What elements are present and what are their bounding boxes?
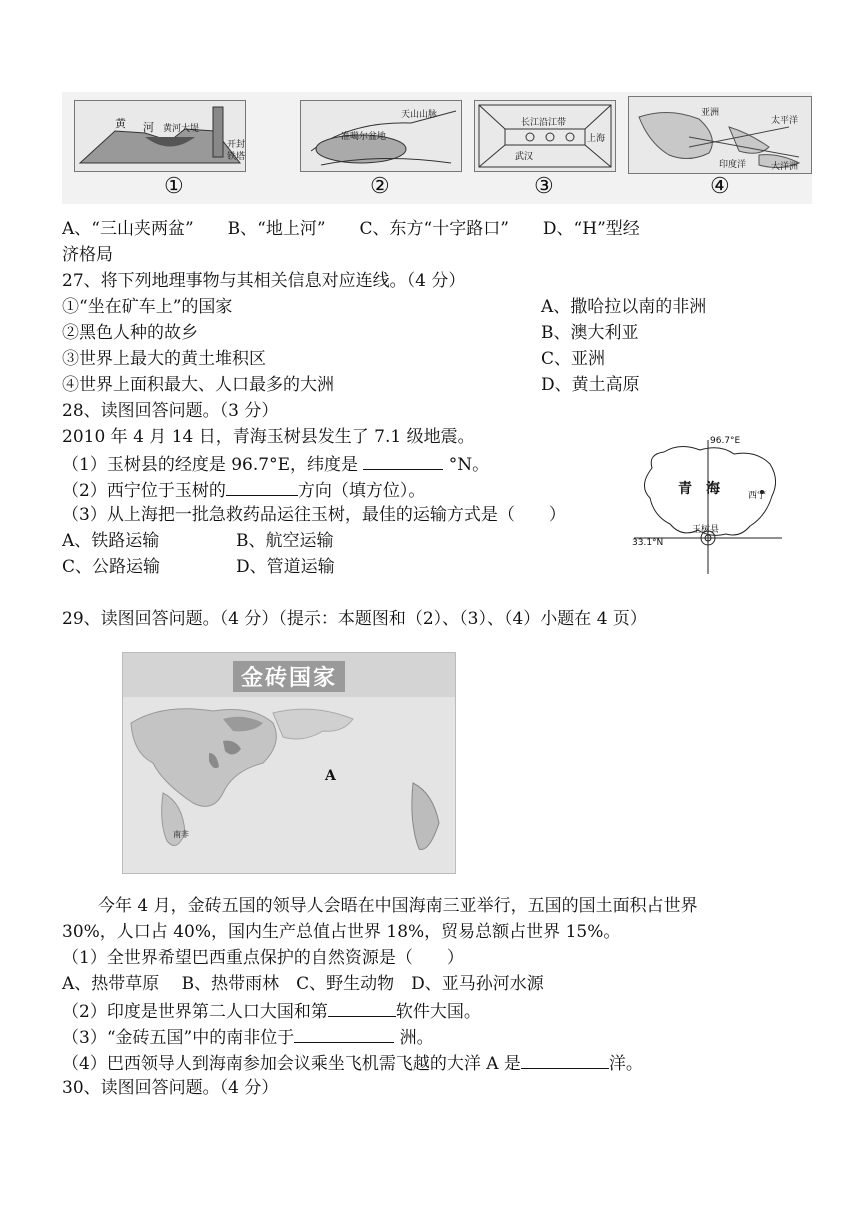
map-yushu-label: 玉树县: [692, 525, 720, 535]
q29-sub3: [62, 1024, 434, 1050]
panel1-label-huang: 黄: [115, 117, 126, 130]
q26-figure-strip: [62, 92, 812, 204]
q28-sub3: （3）从上海把一批急救药品运往玉树，最佳的运输方式是（ ）: [62, 505, 566, 525]
panel-1-number: ①: [164, 174, 184, 199]
q28-sub2-tail: 方向（填方位）。: [297, 481, 426, 501]
q28-option-b[interactable]: B、航空运输: [236, 531, 334, 551]
q28-direction-blank[interactable]: [226, 477, 298, 496]
panel2-label-tianshan: 天山山脉: [401, 110, 438, 120]
q27-left-3: ③世界上最大的黄土堆积区: [62, 349, 266, 369]
panel1-label-he: 河: [143, 121, 154, 134]
q28-intro: 2010 年 4 月 14 日，青海玉树县发生了 7.1 级地震。: [62, 427, 475, 447]
q29-sub4: [62, 1050, 643, 1076]
q29-sub3-text: （3）“金砖五国”中的南非位于: [62, 1028, 295, 1048]
q29-sub3-tail: 洲。: [399, 1028, 434, 1048]
q29-sub2-text: （2）印度是世界第二人口大国和第: [62, 1002, 328, 1022]
panel-3-h-economy: [474, 100, 616, 172]
brics-map: [122, 652, 456, 874]
q30-title: 30、读图回答问题。（4 分）: [62, 1078, 279, 1098]
map-latitude-label: 33.1°N: [632, 538, 664, 548]
q28-sub2-text: （2）西宁位于玉树的: [62, 481, 226, 501]
q29-rank-blank[interactable]: [328, 998, 396, 1017]
q29-sub1: （1）全世界希望巴西重点保护的自然资源是（ ）: [62, 948, 464, 968]
q28-sub1: [62, 451, 489, 477]
q29-sub1-options[interactable]: A、热带草原 B、热带雨林 C、野生动物 D、亚马孙河水源: [62, 974, 544, 994]
q29-sub2: [62, 998, 481, 1024]
panel-2-number: ②: [370, 174, 390, 199]
q29-title: 29、读图回答问题。（4 分）（提示：本题图和（2）、（3）、（4）小题在 4 页）: [62, 609, 647, 629]
panel4-label-oceania: 大洋洲: [771, 162, 799, 172]
q29-continent-blank[interactable]: [294, 1024, 394, 1043]
q27-title: 27、将下列地理事物与其相关信息对应连线。（4 分）: [62, 271, 466, 291]
panel3-label-shanghai: 上海: [587, 134, 606, 144]
q27-right-b[interactable]: B、澳大利亚: [541, 323, 639, 343]
q28-latitude-blank[interactable]: [363, 451, 443, 470]
q27-right-a[interactable]: A、撒哈拉以南的非洲: [541, 297, 707, 317]
yellow-river-cross-section-diagram: [75, 101, 245, 171]
map-longitude-label: 96.7°E: [710, 436, 741, 446]
panel3-label-yangtze: 长江沿江带: [521, 118, 567, 128]
map-province-label: 青 海: [678, 481, 720, 497]
panel1-label-kaifeng: 开封: [227, 140, 246, 150]
q26-options-line1: A、“三山夹两盆” B、“地上河” C、东方“十字路口” D、“H”型经: [62, 219, 640, 239]
q27-left-4: ④世界上面积最大、人口最多的大洲: [62, 375, 334, 395]
panel-4-number: ④: [710, 174, 730, 199]
q28-option-d[interactable]: D、管道运输: [236, 557, 335, 577]
qinghai-map: [630, 434, 786, 576]
q28-sub2: [62, 477, 425, 503]
qinghai-outline-svg: [630, 434, 786, 576]
q28-sub1-unit: °N。: [448, 455, 490, 475]
panel4-label-pacific: 太平洋: [771, 116, 799, 126]
panel-4-crossroads-map: [628, 96, 812, 174]
q29-sub4-tail: 洋。: [608, 1054, 643, 1074]
panel1-label-dam: 黄河大堤: [163, 124, 200, 134]
q28-title: 28、读图回答问题。（3 分）: [62, 401, 279, 421]
panel2-label-basin: 准噶尔盆地: [341, 132, 387, 142]
q28-sub1-text: （1）玉树县的经度是 96.7°E，纬度是: [62, 455, 358, 475]
panel-3-number: ③: [534, 174, 554, 199]
q27-right-d[interactable]: D、黄土高原: [541, 375, 640, 395]
q27-right-c[interactable]: C、亚洲: [541, 349, 606, 369]
q29-sub2-tail: 软件大国。: [395, 1002, 481, 1022]
q29-paragraph-line2: 30%，人口占 40%，国内生产总值占世界 18%，贸易总额占世界 15%。: [62, 922, 621, 942]
panel-2-basins: [300, 100, 462, 172]
q27-left-1: ①“坐在矿车上”的国家: [62, 297, 233, 317]
panel3-label-wuhan: 武汉: [515, 152, 534, 162]
panel4-label-indian: 印度洋: [719, 160, 747, 170]
brics-map-title: 金砖国家: [233, 661, 345, 692]
q29-ocean-blank[interactable]: [521, 1050, 609, 1069]
q29-paragraph-line1: 今年 4 月，金砖五国的领导人会晤在中国海南三亚举行，五国的国土面积占世界: [98, 896, 698, 916]
q28-option-c[interactable]: C、公路运输: [62, 557, 161, 577]
panel4-label-asia: 亚洲: [701, 108, 720, 118]
map-xining-label: 西宁: [748, 491, 767, 501]
south-africa-label: 南非: [173, 830, 189, 839]
panel1-label-tower: 铁塔: [227, 152, 246, 162]
q29-sub4-text: （4）巴西领导人到海南参加会议乘坐飞机需飞越的大洋 A 是: [62, 1054, 521, 1074]
q27-left-2: ②黑色人种的故乡: [62, 323, 198, 343]
ocean-a-label: A: [325, 768, 336, 784]
panel-1-yellow-river: [74, 100, 246, 172]
q28-option-a[interactable]: A、铁路运输: [62, 531, 160, 551]
q26-options-line2: 济格局: [62, 245, 113, 265]
